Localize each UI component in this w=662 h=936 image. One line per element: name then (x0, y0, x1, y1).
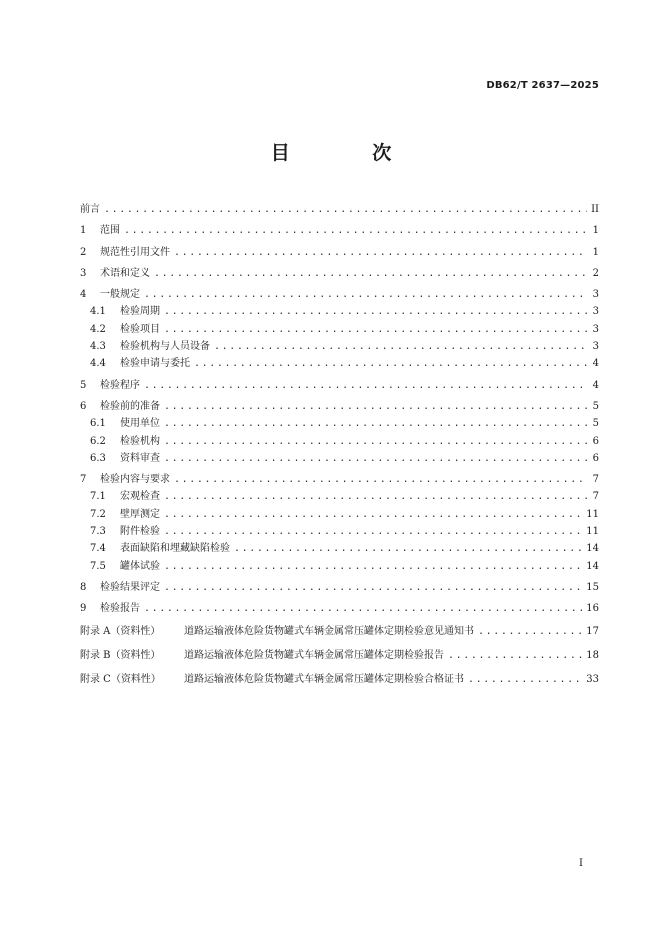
toc-entry-7-4[interactable] (80, 540, 599, 557)
toc-leader-dots (164, 558, 582, 575)
toc-leader-dots (194, 355, 587, 372)
toc-entry-page: 16 (586, 603, 599, 615)
toc-leader-dots (164, 488, 587, 505)
toc-entry-number: 8 (80, 581, 87, 593)
toc-entry-label: 检验报告 (100, 603, 140, 615)
toc-entry-label: 检验机构与人员设备 (120, 341, 210, 353)
document-code: DB62/T 2637—2025 (486, 80, 599, 91)
toc-entry-number: 附录 C（资料性） (80, 673, 161, 685)
toc-entry-6-1[interactable] (80, 415, 599, 432)
toc-entry-label: 检验内容与要求 (100, 474, 170, 486)
toc-leader-dots (164, 321, 587, 338)
toc-entry-number: 4 (80, 289, 87, 301)
toc-entry-label: 检验程序 (100, 379, 140, 391)
toc-entry-number: 5 (80, 379, 87, 391)
toc-entry-number: 3 (80, 267, 87, 279)
toc-entry-label: 道路运输液体危险货物罐式车辆金属常压罐体定期检验合格证书 (184, 673, 464, 685)
toc-entry-8[interactable] (80, 579, 599, 596)
toc-entry-page: 3 (592, 289, 599, 301)
toc-entry-label: 规范性引用文件 (100, 246, 170, 258)
toc-entry-label: 术语和定义 (100, 267, 150, 279)
toc-entry-7[interactable] (80, 471, 599, 488)
toc-leader-dots (124, 222, 587, 239)
toc-entry-9[interactable] (80, 600, 599, 617)
toc-entry-number: 附录 B（资料性） (80, 649, 161, 661)
toc-entry-7-5[interactable] (80, 558, 599, 575)
toc-entry-3[interactable] (80, 265, 599, 282)
toc-entry-page: 3 (592, 306, 599, 318)
toc-entry-number: 6 (80, 400, 87, 412)
toc-leader-dots (448, 646, 582, 666)
toc-entry-number: 4.2 (90, 323, 106, 335)
toc-entry-foreword[interactable] (80, 201, 599, 218)
toc-entry-appendix-b[interactable] (80, 646, 599, 666)
table-of-contents (80, 201, 599, 690)
toc-entry-label: 表面缺陷和埋藏缺陷检验 (120, 543, 230, 555)
toc-entry-number: 4.3 (90, 341, 106, 353)
toc-entry-label: 检验周期 (120, 306, 160, 318)
toc-entry-label: 使用单位 (120, 418, 160, 430)
toc-entry-6-2[interactable] (80, 433, 599, 450)
toc-entry-label: 附件检验 (120, 526, 160, 538)
toc-entry-number: 7.2 (90, 508, 106, 520)
toc-entry-appendix-c[interactable] (80, 670, 599, 690)
toc-leader-dots (164, 523, 582, 540)
toc-entry-5[interactable] (80, 377, 599, 394)
toc-leader-dots (144, 286, 587, 303)
toc-entry-label: 壁厚测定 (120, 508, 160, 520)
toc-entry-number: 4.4 (90, 358, 106, 370)
toc-entry-6-3[interactable] (80, 450, 599, 467)
toc-entry-7-2[interactable] (80, 506, 599, 523)
toc-entry-label: 检验项目 (120, 323, 160, 335)
toc-entry-label: 检验机构 (120, 435, 160, 447)
toc-leader-dots (164, 450, 587, 467)
toc-entry-4-1[interactable] (80, 303, 599, 320)
toc-entry-number: 7.5 (90, 560, 106, 572)
toc-leader-dots (164, 398, 587, 415)
toc-leader-dots (234, 540, 582, 557)
toc-entry-appendix-a[interactable] (80, 622, 599, 642)
toc-leader-dots (164, 579, 582, 596)
toc-entry-label: 资料审查 (120, 452, 160, 464)
toc-leader-dots (214, 338, 587, 355)
toc-entry-number: 7.3 (90, 526, 106, 538)
toc-entry-label: 宏观检查 (120, 491, 160, 503)
toc-entry-number: 6.2 (90, 435, 106, 447)
toc-entry-page: 7 (592, 474, 599, 486)
toc-entry-page: 33 (586, 673, 599, 685)
toc-entry-page: 5 (592, 418, 599, 430)
toc-entry-number: 4.1 (90, 306, 106, 318)
toc-entry-number: 7.1 (90, 491, 106, 503)
toc-leader-dots (164, 433, 587, 450)
toc-entry-number: 9 (80, 603, 87, 615)
toc-entry-label: 范围 (100, 225, 120, 237)
toc-entry-number: 1 (80, 225, 87, 237)
toc-entry-number: 6.1 (90, 418, 106, 430)
toc-entry-4-4[interactable] (80, 355, 599, 372)
toc-entry-label: 道路运输液体危险货物罐式车辆金属常压罐体定期检验报告 (184, 649, 444, 661)
toc-entry-2[interactable] (80, 244, 599, 261)
toc-entry-7-1[interactable] (80, 488, 599, 505)
toc-leader-dots (164, 415, 587, 432)
toc-entry-page: 15 (586, 581, 599, 593)
toc-entry-page: 4 (592, 379, 599, 391)
footer-page-number: I (579, 858, 583, 869)
page-title: 目 次 (270, 142, 430, 164)
toc-entry-4-2[interactable] (80, 321, 599, 338)
toc-entry-number: 6.3 (90, 452, 106, 464)
toc-leader-dots (174, 244, 587, 261)
toc-entry-page: 11 (586, 526, 599, 538)
toc-entry-4[interactable] (80, 286, 599, 303)
toc-entry-page: 4 (592, 358, 599, 370)
toc-leader-dots (164, 506, 582, 523)
toc-leader-dots (104, 201, 587, 218)
toc-entry-label: 检验申请与委托 (120, 358, 190, 370)
toc-entry-page: 1 (592, 225, 599, 237)
toc-leader-dots (478, 622, 582, 642)
toc-entry-page: 11 (586, 508, 599, 520)
toc-entry-page: 3 (592, 341, 599, 353)
toc-entry-number: 7 (80, 474, 87, 486)
toc-entry-6[interactable] (80, 398, 599, 415)
toc-entry-page: II (591, 204, 599, 215)
toc-entry-number: 2 (80, 246, 87, 258)
toc-entry-number: 附录 A（资料性） (80, 625, 161, 637)
toc-entry-page: 7 (592, 491, 599, 503)
toc-leader-dots (174, 471, 587, 488)
toc-entry-7-3[interactable] (80, 523, 599, 540)
toc-entry-page: 6 (592, 452, 599, 464)
toc-entry-page: 14 (586, 560, 599, 572)
toc-entry-page: 17 (586, 625, 599, 637)
toc-entry-page: 5 (592, 400, 599, 412)
toc-leader-dots (468, 670, 582, 690)
toc-entry-4-3[interactable] (80, 338, 599, 355)
toc-leader-dots (154, 265, 587, 282)
toc-leader-dots (144, 377, 587, 394)
toc-entry-page: 14 (586, 543, 599, 555)
toc-entry-page: 3 (592, 323, 599, 335)
toc-leader-dots (144, 600, 582, 617)
toc-entry-label: 罐体试验 (120, 560, 160, 572)
toc-entry-label: 道路运输液体危险货物罐式车辆金属常压罐体定期检验意见通知书 (184, 625, 474, 637)
toc-entry-number: 7.4 (90, 543, 106, 555)
toc-entry-label: 一般规定 (100, 289, 140, 301)
toc-entry-label: 前言 (80, 204, 100, 215)
toc-leader-dots (164, 303, 587, 320)
toc-entry-label: 检验结果评定 (100, 581, 160, 593)
toc-entry-1[interactable] (80, 222, 599, 239)
toc-entry-page: 18 (586, 649, 599, 661)
toc-entry-page: 2 (592, 267, 599, 279)
toc-entry-page: 6 (592, 435, 599, 447)
toc-entry-page: 1 (592, 246, 599, 258)
toc-entry-label: 检验前的准备 (100, 400, 160, 412)
